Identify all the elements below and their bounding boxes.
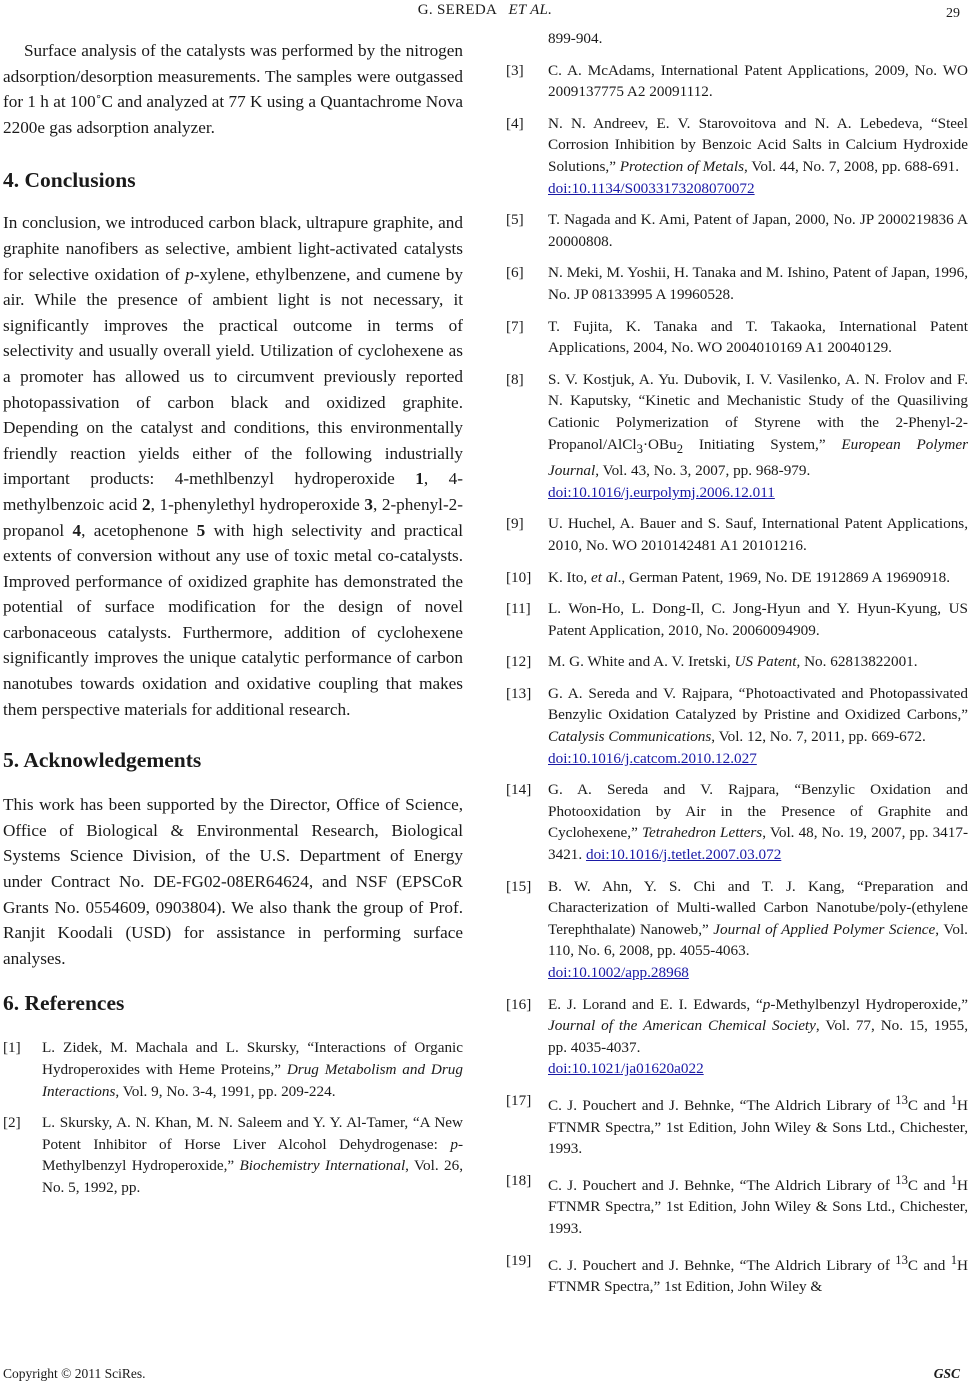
reference-number: [13] [506,684,532,702]
conclusions-heading: 4. Conclusions [3,168,136,193]
reference-item: [14] G. A. Sereda and V. Rajpara, “Benzylic Oxidation and Photooxidation by Air in the Presence of Graphite and Cyclohexene,” Tetrahedron Letters, Vol. 48, No. 19, 2007, pp. 3417-3421. doi:10.1016/j.tetlet.2007.03.072 [506,781,969,864]
right-column [506,30,969,1298]
reference-item [506,316,968,359]
reference-text: N. Meki, M. Yoshii, H. Tanaka and M. Ishino, Patent of Japan, 1996, No. JP 08133995 A 19960528. [548,264,968,303]
doi-link[interactable]: doi:10.1021/ja01620a022 [548,1060,704,1078]
reference-item: [4] N. N. Andreev, E. V. Starovoitova and N. A. Lebedeva, “Steel Corrosion Inhibition by Benzoic Acid Salts in Calcium Hydroxide Solutions,” Protection of Metals, Vol. 44, No. 7, 2008, pp. 688-691. doi:10.1134/S0033173208070072 [506,114,968,197]
doi-link[interactable]: doi:10.1016/j.catcom.2010.12.027 [548,749,757,767]
reference-item [506,598,968,641]
conclusions-paragraph: In conclusion, we introduced carbon black, ultrapure graphite, and graphite nanofibers as selective, ambient light-activated catalysts for selective oxidation of p-xylene, ethylbenzene, and cumene by air. While the presence of ambient light is not necessary, it significantly improves the practical outcome in terms of selectivity and usually overall yield. Utilization of cyclohexene as a promoter has allowed us to circumvent previously reported photopassivation of carbon black and oxidized graphite. Depending on the catalyst and conditions, this environmentally friendly reaction yields either of the following industrially important products: 4-methlbenzyl hydroperoxide 1, 4-methylbenzoic acid 2, 1-phenylethyl hydroperoxide 3, 2-phenyl-2-propanol 4, acetophenone 5 with high selectivity and practical extents of conversion without any use of toxic metal co-catalysts. Improved performance of oxidized graphite has demonstrated the potential of surface modification for the design of novel carbonaceous catalysts. Furthermore, addition of cyclohexene significantly improves the unique catalytic performance of carbon nanotubes towards oxidation and oxidative coupling that makes them perspective materials for additional research. [3,213,463,719]
reference-number: [5] [506,211,524,229]
references-list-left [3,1037,463,1198]
reference-text: L. Won-Ho, L. Dong-Il, C. Jong-Hyun and Y. Hyun-Kyung, US Patent Application, 2010, No. 20060094909. [548,600,968,639]
reference-text: T. Nagada and K. Ami, Patent of Japan, 2000, No. JP 2000219836 A 20000808. [548,211,968,250]
reference-text: C. A. McAdams, International Patent Applications, 2009, No. WO 2009137775 A2 20091112. [548,61,968,101]
journal-abbreviation: GSC [933,1366,960,1381]
reference-item: [16] E. J. Lorand and E. I. Edwards, “p-Methylbenzyl Hydroperoxide,” Journal of the American Chemical Society, Vol. 77, No. 15, 1955, pp. 4035-4037. doi:10.1021/ja01620a022 [506,995,968,1078]
reference-number: [12] [506,653,532,671]
reference-number: [6] [506,264,524,282]
reference-item: [2] L. Skursky, A. N. Khan, M. N. Saleem and Y. Y. Al-Tamer, “A New Potent Inhibitor of Horse Liver Alcohol Dehydrogenase: p-Methylbenzyl Hydroperoxide,” Biochemistry International, Vol. 26, No. 5, 1992, pp. [3,1114,463,1196]
reference-item [506,513,968,556]
references-heading: 6. References [3,991,125,1016]
acknowledgements-paragraph: This work has been supported by the Director, Office of Science, Office of Biological & Environmental Research, Biological Systems Science Division, of the U.S. Department of Energy under Contract No. DE-FG02-08ER64624, and NSF (EPSCoR Grants No. 0554609, 0903804). We also thank the group of Prof. Ranjit Koodali (USD) for assistance in performing surface analyses. [3,795,463,968]
doi-link[interactable]: doi:10.1002/app.28968 [548,964,689,981]
reference-text: T. Fujita, K. Tanaka and T. Takaoka, International Patent Applications, 2004, No. WO 2004010169 A1 20040129. [548,317,968,357]
reference-number: [16] [506,995,532,1013]
doi-link[interactable]: doi:10.1134/S0033173208070072 [548,179,755,197]
reference-item: [17] C. J. Pouchert and J. Behnke, “The Aldrich Library of $^{13}$C and $^1$H FTNMR Spectra,” 1st Edition, John Wiley & Sons Ltd., Chichester, 1993. [506,1091,969,1158]
surface-analysis-paragraph: Surface analysis of the catalysts was performed by the nitrogen adsorption/desorption measurements. The samples were outgassed for 1 h at 100˚C and analyzed at 77 K using a Quantachrome Nova 2200e gas adsorption analyzer. [3,41,463,137]
reference-number: [3] [506,61,524,79]
reference-item: [8] S. V. Kostjuk, A. Yu. Dubovik, I. V. Vasilenko, A. N. Frolov and F. N. Kaputsky, “Kinetic and Mechanistic Study of the Quasiliving Cationic Polymerization of Styrene with the 2-Phenyl-2-Propanol/AlCl$_3$·OBu$_2$ Initiating System,” European Polymer Journal, Vol. 43, No. 3, 2007, pp. 968-979. doi:10.1016/j.eurpolymj.2006.12.011 [506,370,968,501]
reference-number: [1] [3,1039,21,1057]
reference-item: [18] C. J. Pouchert and J. Behnke, “The Aldrich Library of $^{13}$C and $^1$H FTNMR Spectra,” 1st Edition, John Wiley & Sons Ltd., Chichester, 1993. [506,1171,969,1238]
reference-number: [11] [506,600,531,618]
reference-number: [2] [3,1114,21,1132]
reference-item [506,262,968,305]
copyright-notice: Copyright © 2011 SciRes. [3,1366,146,1381]
reference-item: [15] B. W. Ahn, Y. S. Chi and T. J. Kang, “Preparation and Characterization of Multi-walled Carbon Nanotube/poly-(ethylene Terephthalate) Nanoweb,” Journal of Applied Polymer Science, Vol. 110, No. 6, 2008, pp. 4055-4063. doi:10.1002/app.28968 [506,877,968,981]
reference-number: [19] [506,1251,532,1269]
reference-number: [8] [506,370,524,388]
doi-link[interactable]: doi:10.1016/j.eurpolymj.2006.12.011 [548,483,775,501]
reference-number: [18] [506,1171,532,1189]
running-head [0,2,970,22]
reference-number: [9] [506,515,524,533]
reference-item [506,209,968,252]
running-et-al: ET AL. [508,2,553,18]
running-title [0,2,970,19]
reference-number: [10] [506,568,532,586]
reference-number: [15] [506,877,532,895]
reference-item: [13] G. A. Sereda and V. Rajpara, “Photoactivated and Photopassivated Benzylic Oxidation Catalyzed by Pristine and Oxidized Carbons,” Catalysis Communications, Vol. 12, No. 7, 2011, pp. 669-672. doi:10.1016/j.catcom.2010.12.027 [506,684,968,767]
running-author: G. SEREDA [417,2,497,18]
reference-item [506,60,968,103]
reference-continuation: 899-904. [548,30,603,47]
left-column [3,38,463,1199]
reference-item: [12] M. G. White and A. V. Iretski, US Patent, No. 62813822001. [509,651,968,673]
reference-number: [4] [506,114,524,132]
reference-text: U. Huchel, A. Bauer and S. Sauf, International Patent Applications, 2010, No. WO 2010142481 A1 20101216. [548,515,968,554]
reference-item: [19] C. J. Pouchert and J. Behnke, “The Aldrich Library of $^{13}$C and $^1$H FTNMR Spectra,” 1st Edition, John Wiley & [506,1251,969,1296]
reference-item: [10] K. Ito, et al., German Patent, 1969, No. DE 1912869 A 19690918. [509,567,968,589]
acknowledgements-heading: 5. Acknowledgements [3,748,202,773]
page-number: 29 [946,6,960,21]
reference-number: [17] [506,1091,532,1109]
reference-item: [1] L. Zidek, M. Machala and L. Skursky, “Interactions of Organic Hydroperoxides with Heme Proteins,” Drug Metabolism and Drug Interactions, Vol. 9, No. 3-4, 1991, pp. 209-224. [3,1039,463,1100]
reference-number: [7] [506,317,524,335]
doi-link[interactable]: doi:10.1016/j.tetlet.2007.03.072 [585,846,782,864]
reference-number: [14] [506,781,532,799]
